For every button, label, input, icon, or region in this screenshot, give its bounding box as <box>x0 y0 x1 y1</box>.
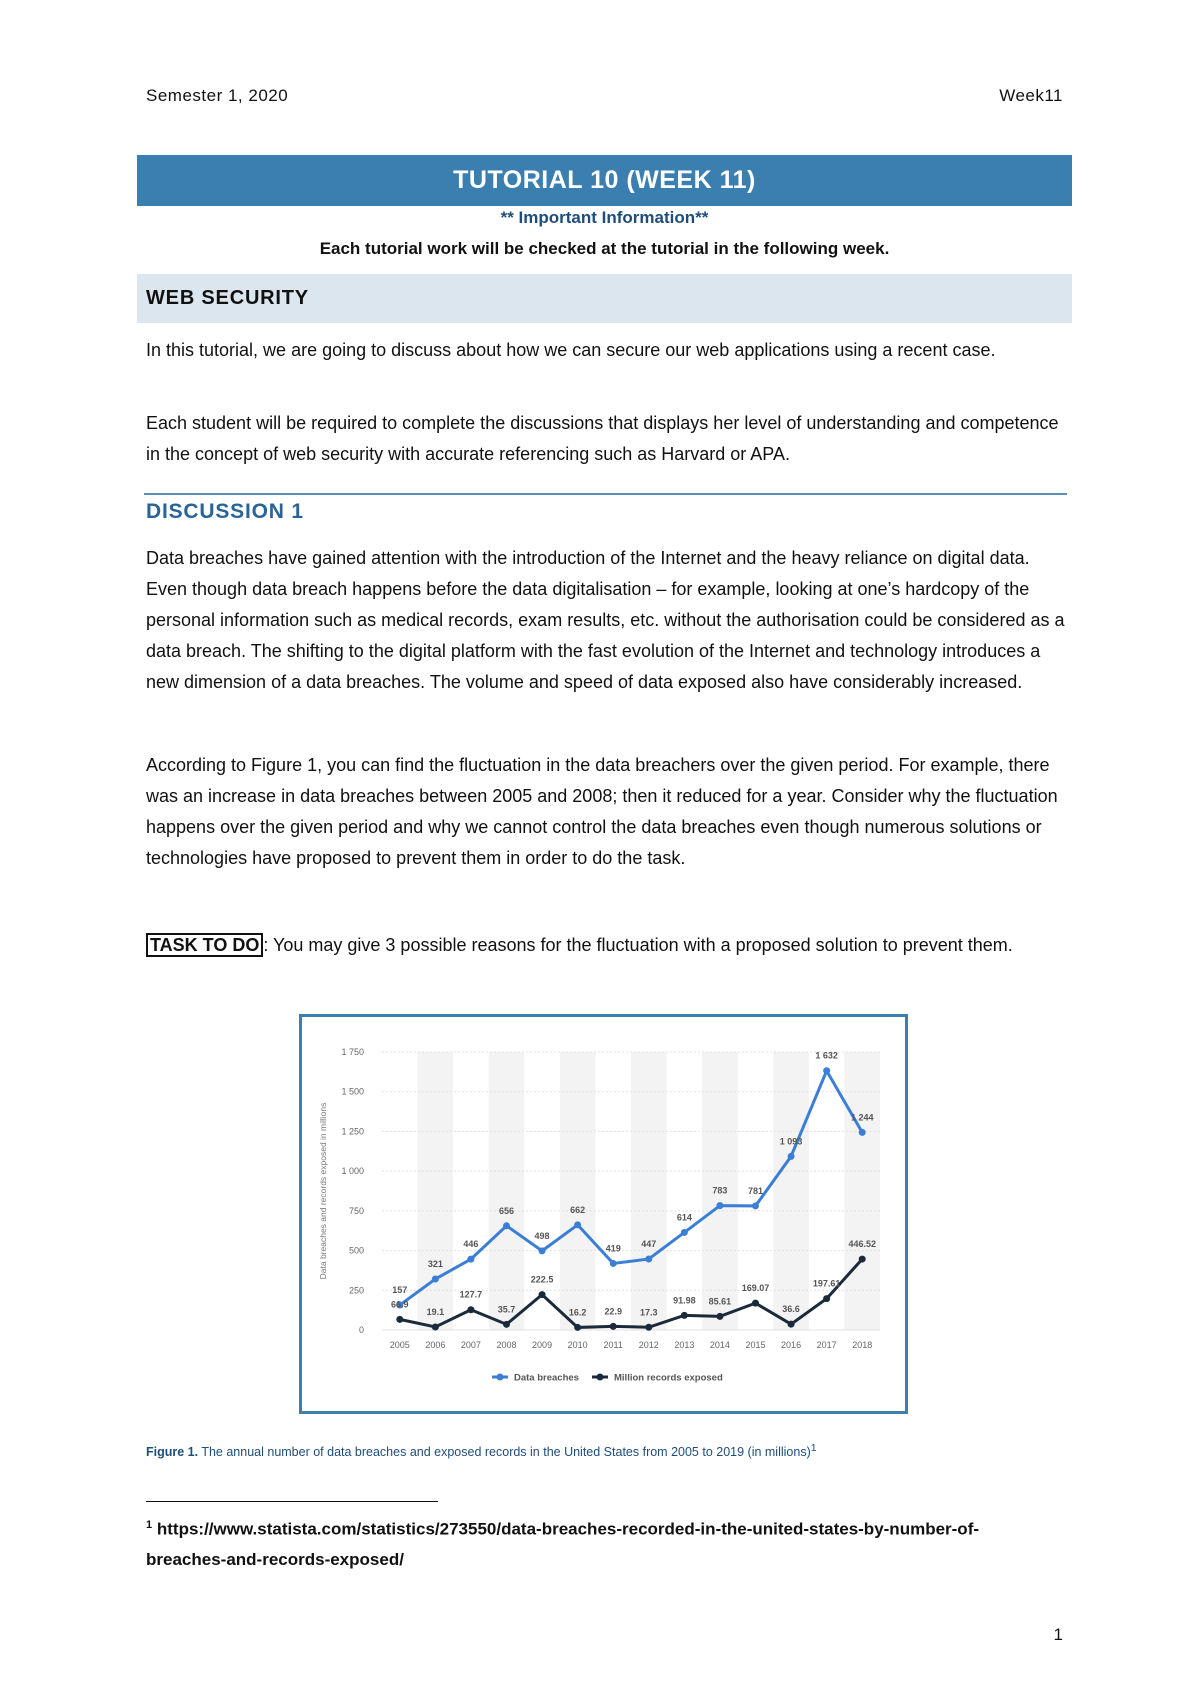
y-tick-label: 1 500 <box>341 1086 364 1097</box>
data-point <box>752 1300 759 1307</box>
data-point <box>539 1247 546 1254</box>
data-point <box>574 1221 581 1228</box>
data-point <box>574 1324 581 1331</box>
task-label: TASK TO DO <box>146 933 263 957</box>
header-semester: Semester 1, 2020 <box>146 86 289 105</box>
data-point <box>467 1306 474 1313</box>
data-label: 36.6 <box>782 1304 800 1315</box>
data-label: 17.3 <box>640 1307 658 1318</box>
x-tick-label: 2007 <box>460 1340 481 1350</box>
data-label: 447 <box>641 1238 657 1249</box>
data-point <box>503 1222 510 1229</box>
x-tick-label: 2013 <box>674 1340 695 1350</box>
data-label: 662 <box>570 1204 586 1215</box>
figure-1-chart <box>299 1014 908 1414</box>
y-tick-label: 1 000 <box>341 1166 364 1177</box>
data-label: 22.9 <box>604 1306 622 1317</box>
header-week: Week11 <box>999 86 1063 105</box>
data-label: 35.7 <box>497 1304 516 1315</box>
caption-footnote-ref: 1 <box>810 1443 817 1454</box>
data-point <box>539 1291 546 1298</box>
data-label: 16.2 <box>568 1307 587 1318</box>
data-point <box>432 1276 439 1283</box>
data-point <box>681 1229 688 1236</box>
intro-paragraph-2: Each student will be required to complete the discussions that displays her level of understanding and competence in the concept of web security with accurate referencing such as Harvard or APA. <box>146 413 1059 464</box>
figure-caption <box>146 1443 817 1459</box>
y-tick-label: 1 750 <box>341 1047 364 1057</box>
data-label: 781 <box>747 1185 764 1196</box>
chart-svg <box>302 1017 905 1411</box>
legend-label: Data breaches <box>514 1372 579 1384</box>
data-label: 222.5 <box>530 1274 554 1285</box>
data-point <box>752 1202 759 1209</box>
data-point <box>859 1256 866 1263</box>
intro-paragraph-1: In this tutorial, we are going to discuss about how we can secure our web applications using a recent case. <box>146 340 996 360</box>
footnote-number: 1 <box>146 1519 153 1531</box>
legend-marker <box>497 1374 504 1381</box>
x-tick-label: 2011 <box>603 1340 623 1350</box>
x-tick-label: 2012 <box>638 1340 659 1350</box>
caption-text: The annual number of data breaches and exposed records in the United States from 2005 to 2019 (in millions) <box>198 1445 811 1460</box>
y-tick-label: 750 <box>348 1205 364 1216</box>
data-point <box>645 1324 652 1331</box>
x-tick-label: 2008 <box>496 1340 517 1350</box>
data-point <box>859 1129 866 1136</box>
data-point <box>610 1260 617 1267</box>
data-label: 169.07 <box>741 1283 770 1294</box>
section-heading-bar <box>137 274 1072 323</box>
data-point <box>681 1312 688 1319</box>
data-point <box>716 1202 723 1209</box>
page-number: 1 <box>1053 1625 1063 1644</box>
section-divider <box>144 493 1067 495</box>
task-paragraph <box>146 930 1071 961</box>
x-tick-label: 2006 <box>425 1340 446 1350</box>
footnote-link[interactable]: https://www.statista.com/statistics/273550/data-breaches-recorded-in-the-united-states-by-number-of-breaches-and-records-exposed/ <box>146 1519 980 1569</box>
data-label: 498 <box>534 1230 550 1241</box>
data-label: 419 <box>605 1243 621 1254</box>
discussion-paragraph-2: According to Figure 1, you can find the fluctuation in the data breachers over the given period. For example, there was an increase in data breaches between 2005 and 2008; then it reduced for a year. Consider why the fluctuation happens over the given period and why we cannot control the data breaches even though numerous solutions or technologies have proposed to prevent them in order to do the task. <box>146 755 1058 868</box>
chart-band <box>773 1052 809 1330</box>
data-point <box>396 1316 403 1323</box>
data-point <box>432 1323 439 1330</box>
data-label: 446 <box>463 1239 479 1250</box>
data-point <box>610 1323 617 1330</box>
chart-band <box>489 1052 525 1330</box>
chart-band <box>844 1052 880 1330</box>
x-tick-label: 2018 <box>852 1340 873 1350</box>
chart-band <box>560 1052 596 1330</box>
data-label: 157 <box>392 1285 408 1296</box>
data-label: 66.9 <box>391 1299 409 1310</box>
important-information: ** Important Information** <box>500 208 709 227</box>
data-label: 446.52 <box>848 1239 876 1250</box>
data-label: 1 093 <box>779 1136 803 1147</box>
chart-band <box>631 1052 667 1330</box>
data-label: 656 <box>498 1205 515 1216</box>
page-title: TUTORIAL 10 (WEEK 11) <box>453 166 756 194</box>
y-axis-label: Data breaches and records exposed in millions <box>318 1102 328 1280</box>
y-tick-label: 250 <box>348 1285 364 1296</box>
data-point <box>467 1256 474 1263</box>
task-text: : You may give 3 possible reasons for the fluctuation with a proposed solution to prevent them. <box>263 935 1013 955</box>
y-tick-label: 1 250 <box>341 1126 364 1137</box>
x-tick-label: 2009 <box>532 1340 553 1350</box>
data-point <box>645 1255 652 1262</box>
x-tick-label: 2005 <box>389 1340 410 1350</box>
tutorial-title-bar <box>137 155 1072 206</box>
legend-label: Million records exposed <box>614 1372 723 1384</box>
x-tick-label: 2017 <box>816 1340 837 1350</box>
data-point <box>716 1313 723 1320</box>
discussion-title: DISCUSSION 1 <box>146 500 304 523</box>
data-label: 783 <box>712 1185 728 1196</box>
y-tick-label: 500 <box>348 1245 364 1256</box>
x-tick-label: 2016 <box>781 1340 802 1350</box>
data-label: 91.98 <box>673 1295 696 1306</box>
data-point <box>788 1153 795 1160</box>
data-label: 1 632 <box>815 1050 838 1061</box>
data-label: 614 <box>676 1212 692 1223</box>
x-tick-label: 2010 <box>567 1340 588 1350</box>
section-title: WEB SECURITY <box>146 287 309 309</box>
data-label: 321 <box>427 1259 443 1270</box>
data-label: 197.61 <box>812 1278 841 1289</box>
tutorial-check-notice: Each tutorial work will be checked at the tutorial in the following week. <box>319 239 890 258</box>
data-point <box>788 1321 795 1328</box>
data-label: 19.1 <box>426 1306 445 1317</box>
x-tick-label: 2015 <box>745 1340 766 1350</box>
data-point <box>823 1295 830 1302</box>
legend-marker <box>597 1374 604 1381</box>
y-tick-label: 0 <box>358 1325 364 1335</box>
data-label: 127.7 <box>459 1289 483 1300</box>
data-point <box>823 1067 830 1074</box>
data-point <box>503 1321 510 1328</box>
data-label: 85.61 <box>708 1296 732 1307</box>
discussion-paragraph-1: Data breaches have gained attention with the introduction of the Internet and the heavy reliance on digital data. Even though data breach happens before the data digitalisation – for example, looking at one’s hardcopy of the personal information such as medical records, exam results, etc. without the authorisation could be considered as a data breach. The shifting to the digital platform with the fast evolution of the Internet and technology introduces a new dimension of a data breaches. The volume and speed of data exposed also have considerably increased. <box>146 548 1065 692</box>
caption-prefix: Figure 1. <box>146 1445 199 1460</box>
x-tick-label: 2014 <box>709 1340 730 1350</box>
footnote <box>146 1510 1046 1575</box>
footnote-divider <box>146 1501 438 1502</box>
data-label: 1 244 <box>850 1112 874 1123</box>
